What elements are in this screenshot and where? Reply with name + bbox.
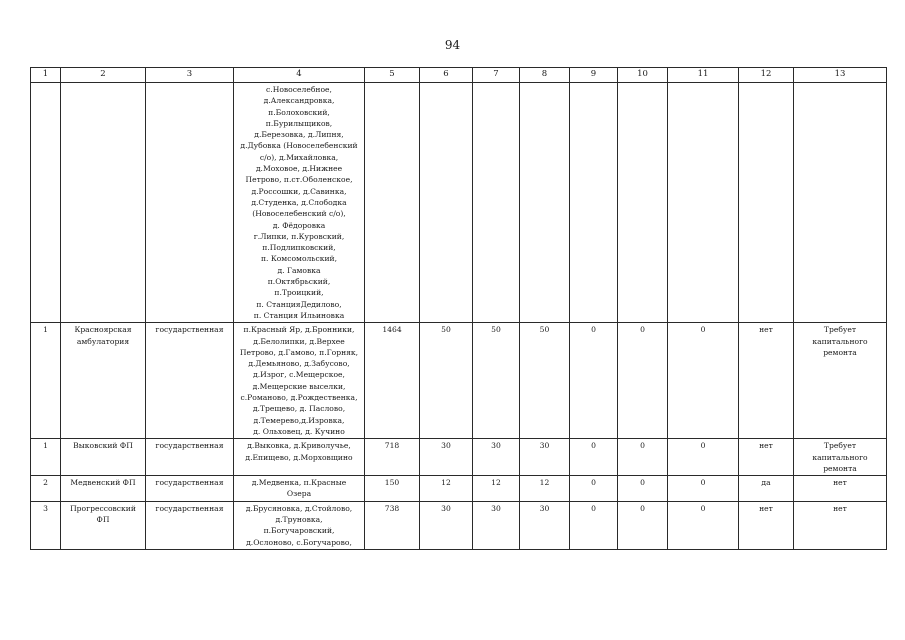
table-cell-col-9: 0 [570, 323, 618, 439]
header-cell: 12 [739, 68, 794, 83]
table-row [31, 501, 887, 549]
table-cell-col-11: 0 [668, 476, 739, 502]
table-cell-col-4: с.Новоселебное, д.Александровка, п.Болоховский, п.Бурилыщиков, д.Березовка, д.Липня, д.Дубовка (Новоселебенский с/о), д.Михайловка, д.Моховое, д.Нижнее Петрово, п.ст.Оболенское, д.Россошки, д.Савинка, д.Студенка, д.Слободка (Новоселебенский с/о), д. Фёдоровка г.Липки, п.Куровский, п.Подлипковский, п. Комсомольский, д. Гамовка п.Октябрьский, п.Троицкий, п. СтанцияДедилово, п. Станция Ильиновка [234, 83, 365, 323]
table-cell-col-13: нет [794, 476, 887, 502]
header-cell: 10 [618, 68, 668, 83]
table-cell-col-6: 30 [420, 501, 473, 549]
table-cell-col-12: нет [739, 501, 794, 549]
header-row [31, 68, 887, 83]
table-cell-col-13: Требует капитального ремонта [794, 439, 887, 476]
table-cell-col-3: государственная [146, 501, 234, 549]
table-cell-col-8 [520, 83, 570, 323]
table-cell-col-12 [739, 83, 794, 323]
table-cell-col-12: да [739, 476, 794, 502]
table-cell-col-6 [420, 83, 473, 323]
table-cell-col-2 [61, 83, 146, 323]
table-cell-col-9 [570, 83, 618, 323]
table-cell-col-6: 12 [420, 476, 473, 502]
table-cell-col-4: п.Красный Яр, д.Бронники, д.Белолипки, д.Верхее Петрово, д.Гамово, п.Горняк, д.Демьяново, д.Забусово, д.Изрог, с.Мещерское, д.Мещерские выселки, с.Романово, д.Рождественка, д.Трещево, д. Паслово, д.Темерево,д.Изровка, д. Ольховец, д. Кучино [234, 323, 365, 439]
table-body [31, 68, 887, 550]
table-cell-col-12: нет [739, 323, 794, 439]
table-cell-col-10: 0 [618, 439, 668, 476]
table-cell-col-7: 30 [473, 501, 520, 549]
table-row [31, 83, 887, 323]
header-cell: 6 [420, 68, 473, 83]
table-cell-col-1: 1 [31, 323, 61, 439]
table-cell-col-8: 50 [520, 323, 570, 439]
table-cell-col-13: Требует капитального ремонта [794, 323, 887, 439]
table-cell-col-11: 0 [668, 439, 739, 476]
table-cell-col-9: 0 [570, 476, 618, 502]
table-cell-col-2: Медвенский ФП [61, 476, 146, 502]
table-cell-col-3: государственная [146, 323, 234, 439]
table-cell-col-8: 30 [520, 501, 570, 549]
table-cell-col-2: Прогрессовский ФП [61, 501, 146, 549]
table-cell-col-2: Выковский ФП [61, 439, 146, 476]
page-number: 94 [444, 38, 461, 52]
table-cell-col-7: 50 [473, 323, 520, 439]
table-cell-col-7: 12 [473, 476, 520, 502]
table-cell-col-13: нет [794, 501, 887, 549]
table-cell-col-12: нет [739, 439, 794, 476]
table-cell-col-10: 0 [618, 476, 668, 502]
table-cell-col-5 [365, 83, 420, 323]
header-cell: 4 [234, 68, 365, 83]
table-cell-col-2: Красноярская амбулатория [61, 323, 146, 439]
table-cell-col-4: д.Брусяновка, д.Стойлово, д.Труновка, п.Богучаровский, д.Ослоново, с.Богучарово, [234, 501, 365, 549]
table-cell-col-4: д.Выковка, д.Криволучье, д.Епищево, д.Морховщино [234, 439, 365, 476]
table-cell-col-1 [31, 83, 61, 323]
table-cell-col-9: 0 [570, 439, 618, 476]
table-cell-col-11 [668, 83, 739, 323]
table-cell-col-4: д.Медвенка, п.Красные Озера [234, 476, 365, 502]
table-row [31, 476, 887, 502]
table-cell-col-10: 0 [618, 501, 668, 549]
header-cell: 5 [365, 68, 420, 83]
table-cell-col-9: 0 [570, 501, 618, 549]
header-cell: 9 [570, 68, 618, 83]
table-cell-col-10 [618, 83, 668, 323]
header-cell: 7 [473, 68, 520, 83]
table-cell-col-13 [794, 83, 887, 323]
table-cell-col-3: государственная [146, 439, 234, 476]
table-cell-col-5: 1464 [365, 323, 420, 439]
table-row [31, 439, 887, 476]
table-cell-col-1: 3 [31, 501, 61, 549]
table-row [31, 323, 887, 439]
table-cell-col-10: 0 [618, 323, 668, 439]
table-cell-col-11: 0 [668, 501, 739, 549]
table-cell-col-6: 50 [420, 323, 473, 439]
header-cell: 2 [61, 68, 146, 83]
header-cell: 8 [520, 68, 570, 83]
table-cell-col-6: 30 [420, 439, 473, 476]
table-cell-col-11: 0 [668, 323, 739, 439]
table-cell-col-8: 12 [520, 476, 570, 502]
header-cell: 13 [794, 68, 887, 83]
table-cell-col-5: 150 [365, 476, 420, 502]
table-cell-col-5: 718 [365, 439, 420, 476]
header-cell: 11 [668, 68, 739, 83]
table-cell-col-3 [146, 83, 234, 323]
header-cell: 3 [146, 68, 234, 83]
table-cell-col-7: 30 [473, 439, 520, 476]
table-cell-col-1: 1 [31, 439, 61, 476]
data-table [30, 67, 887, 550]
table-cell-col-8: 30 [520, 439, 570, 476]
table-cell-col-5: 738 [365, 501, 420, 549]
table-cell-col-7 [473, 83, 520, 323]
table-cell-col-3: государственная [146, 476, 234, 502]
header-cell: 1 [31, 68, 61, 83]
table-cell-col-1: 2 [31, 476, 61, 502]
